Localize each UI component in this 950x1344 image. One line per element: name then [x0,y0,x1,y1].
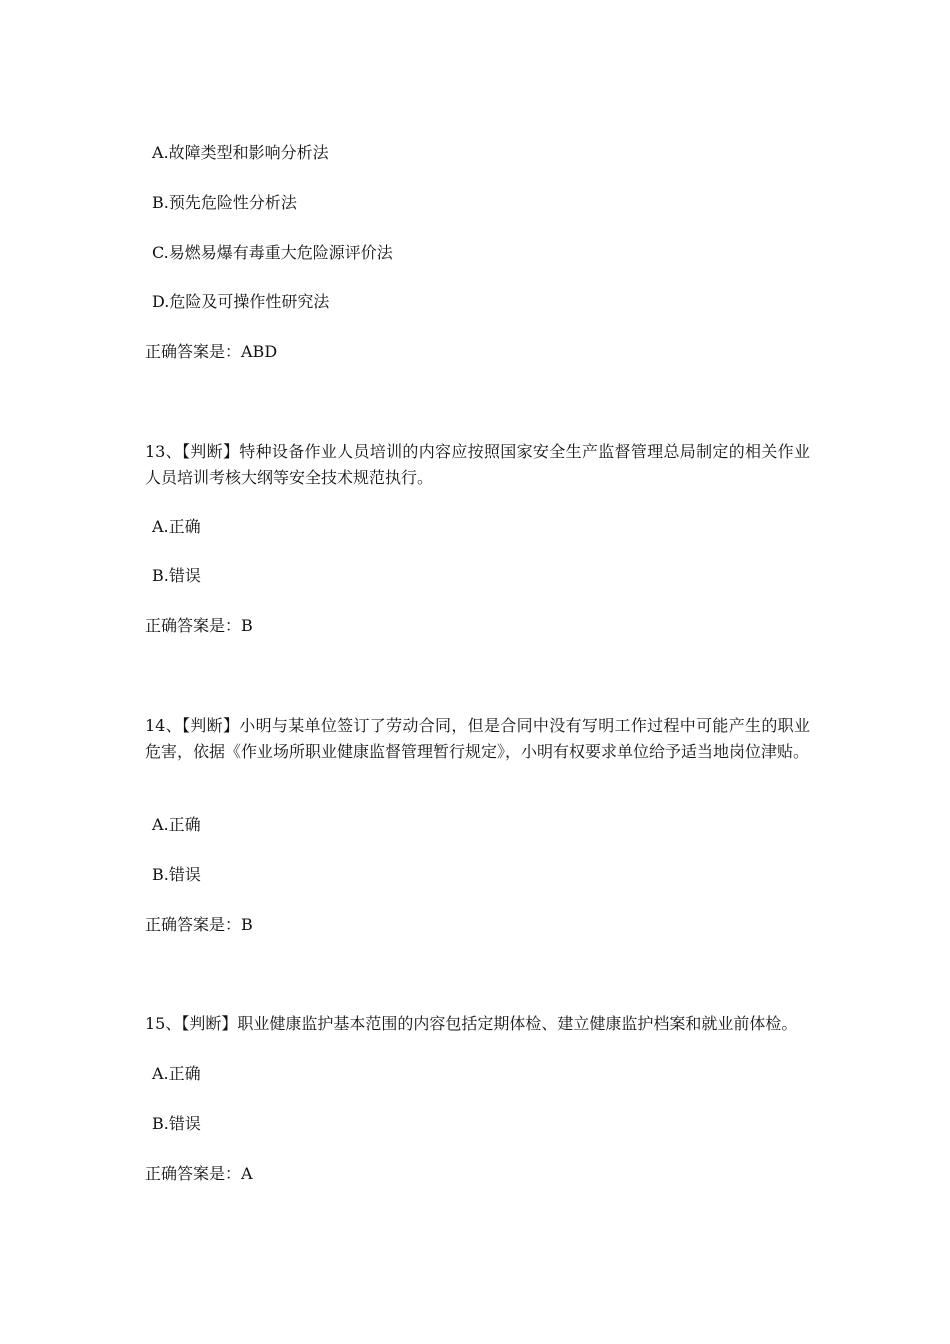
q13-option-a: A.正确 [152,517,201,536]
answer-text: 正确答案是：ABD [145,342,278,361]
question-13-text: 13、【判断】特种设备作业人员培训的内容应按照国家安全生产监督管理总局制定的相关作业人员培训考核大纲等安全技术规范执行。 [145,442,810,487]
q15-answer-text: 正确答案是：A [145,1164,253,1183]
q13-answer-text: 正确答案是：B [145,616,253,635]
q13-option-b: B.错误 [152,566,201,585]
option-d: D.危险及可操作性研究法 [152,292,330,311]
q14-option-a: A.正确 [152,815,201,834]
q15-option-b: B.错误 [152,1114,201,1133]
q14-answer-text: 正确答案是：B [145,915,253,934]
option-b: B.预先危险性分析法 [152,193,297,212]
option-c: C.易燃易爆有毒重大危险源评价法 [152,243,393,262]
question-14-text: 14、【判断】小明与某单位签订了劳动合同，但是合同中没有写明工作过程中可能产生的职业危害，依据《作业场所职业健康监督管理暂行规定》，小明有权要求单位给予适当地岗位津贴。 [145,716,810,761]
option-a: A.故障类型和影响分析法 [152,143,329,162]
question-15-text: 15、【判断】职业健康监护基本范围的内容包括定期体检、建立健康监护档案和就业前体检。 [145,1014,798,1033]
q15-option-a: A.正确 [152,1064,201,1083]
q14-option-b: B.错误 [152,865,201,884]
